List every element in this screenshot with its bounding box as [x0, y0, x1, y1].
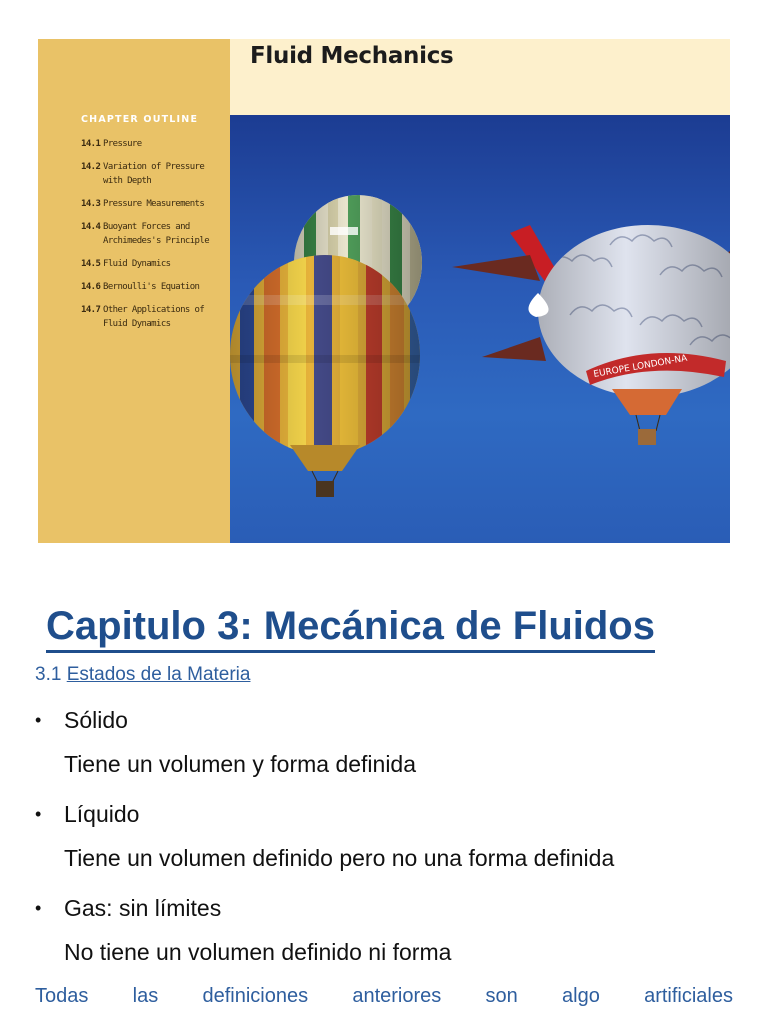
outline-item-label: Bernoulli's Equation: [103, 282, 200, 292]
outline-item-number: 14.4: [81, 222, 101, 232]
outline-item-number: 14.7: [81, 305, 101, 315]
outline-item-number: 14.2: [81, 162, 101, 172]
state-name: Líquido: [64, 801, 140, 827]
note-paragraph: Todas las definiciones anteriores son algo artificiales: [35, 985, 733, 1007]
outline-item: [81, 160, 226, 188]
state-description: Tiene un volumen definido pero no una forma definida: [64, 845, 615, 871]
outline-item-label: Variation of Pressure with Depth: [103, 162, 205, 186]
list-item: [35, 893, 735, 967]
section-title-link[interactable]: Estados de la Materia: [66, 664, 251, 685]
chapter-banner-image: [38, 39, 730, 543]
section-number: 3.1: [35, 664, 62, 685]
outline-item: [81, 197, 226, 211]
bullet-row: [35, 799, 735, 829]
balloons-illustration: [230, 115, 730, 543]
outline-item-number: 14.5: [81, 259, 101, 269]
state-name: Sólido: [64, 707, 128, 733]
balloons-photo: [230, 115, 730, 543]
outline-item: [81, 137, 226, 151]
bullet-row: [35, 893, 735, 923]
outline-heading: CHAPTER OUTLINE: [81, 114, 199, 125]
outline-item-label: Pressure Measurements: [103, 199, 205, 209]
outline-item-number: 14.1: [81, 139, 101, 149]
outline-item-number: 14.6: [81, 282, 101, 292]
outline-item-label: Other Applications of Fluid Dynamics: [103, 305, 205, 329]
state-description: No tiene un volumen definido ni forma: [64, 939, 452, 965]
banner-title: Fluid Mechanics: [250, 43, 454, 69]
section-heading: [35, 664, 250, 686]
states-of-matter-list: [35, 705, 735, 987]
airship-balloon-text: EUROPE LONDON-NA: [592, 353, 689, 380]
bullet-icon: •: [35, 710, 42, 730]
list-item: [35, 705, 735, 779]
outline-item: [81, 257, 226, 271]
banner-title-band: [230, 39, 730, 115]
airship-balloon: [452, 223, 730, 445]
bullet-icon: •: [35, 898, 42, 918]
state-name: Gas: sin límites: [64, 895, 222, 921]
outline-item: [81, 280, 226, 294]
outline-list: [81, 137, 226, 340]
list-item: [35, 799, 735, 873]
chapter-outline-panel: [38, 39, 230, 543]
chapter-title: Capitulo 3: Mecánica de Fluidos: [46, 604, 655, 653]
outline-item: [81, 303, 226, 331]
state-description: Tiene un volumen y forma definida: [64, 751, 417, 777]
outline-item-label: Pressure: [103, 139, 142, 149]
outline-item: [81, 220, 226, 248]
outline-item-number: 14.3: [81, 199, 101, 209]
bullet-row: [35, 705, 735, 735]
outline-item-label: Buoyant Forces and Archimedes's Principle: [103, 222, 210, 246]
bullet-icon: •: [35, 804, 42, 824]
outline-item-label: Fluid Dynamics: [103, 259, 171, 269]
